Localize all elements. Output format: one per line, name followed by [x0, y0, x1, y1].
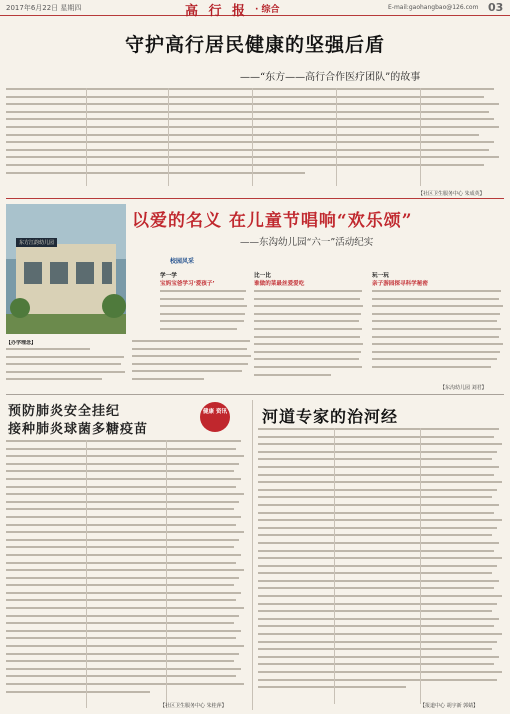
vaccine-headline-1: 预防肺炎安全挂纪	[8, 404, 121, 419]
section-compare-line: 谁做的菜最丝爱爱吃	[254, 281, 305, 287]
river-headline: 河道专家的治河经	[262, 407, 399, 426]
vaccine-credit: 【社区卫生服务中心 朱桂萍】	[160, 703, 227, 709]
kindergarten-sign: 东方江韵幼儿园	[16, 238, 57, 247]
kindergarten-subhead: ——东沟幼儿园“六一”活动纪实	[240, 237, 374, 248]
campus-tag: 校园风采	[170, 258, 195, 265]
kindergarten-headline: 以爱的名义 在儿童节唱响“欢乐颂”	[132, 211, 413, 231]
page-number: 03	[488, 1, 504, 14]
section-name: · 综合	[255, 5, 280, 15]
section-play-line: 亲子游园探寻科学秘密	[372, 281, 428, 287]
kindergarten-photo	[6, 204, 126, 334]
page-header	[0, 0, 510, 19]
section-compare-title: 比一比	[254, 273, 271, 279]
section-learn-line: 宝妈宝爸学习‘爱孩子’	[160, 281, 215, 287]
issue-date: 2017年6月22日 星期四	[6, 4, 82, 12]
caption-label: 【办学理念】	[6, 340, 37, 346]
health-info-badge: 健康 资讯	[200, 402, 230, 432]
section-learn-title: 学一学	[160, 273, 177, 279]
lead-headline: 守护高行居民健康的坚强后盾	[124, 34, 385, 56]
kindergarten-credit: 【东沟幼儿园 刘君】	[440, 385, 487, 391]
river-credit: 【报道中心 胡宇新 郭婧】	[420, 703, 479, 709]
lead-subhead: ——“东方——高行合作医疗团队”的故事	[240, 72, 421, 83]
lead-body-text	[6, 88, 504, 186]
contact-email: E-mail:gaohangbao@126.com	[388, 4, 479, 11]
section-play-title: 玩一玩	[372, 273, 389, 279]
newspaper-logo: 高 行 报	[185, 4, 249, 19]
vaccine-headline-2: 接种肺炎球菌多糖疫苗	[8, 422, 149, 437]
lead-credit: 【社区卫生服务中心 朱成英】	[418, 191, 485, 197]
